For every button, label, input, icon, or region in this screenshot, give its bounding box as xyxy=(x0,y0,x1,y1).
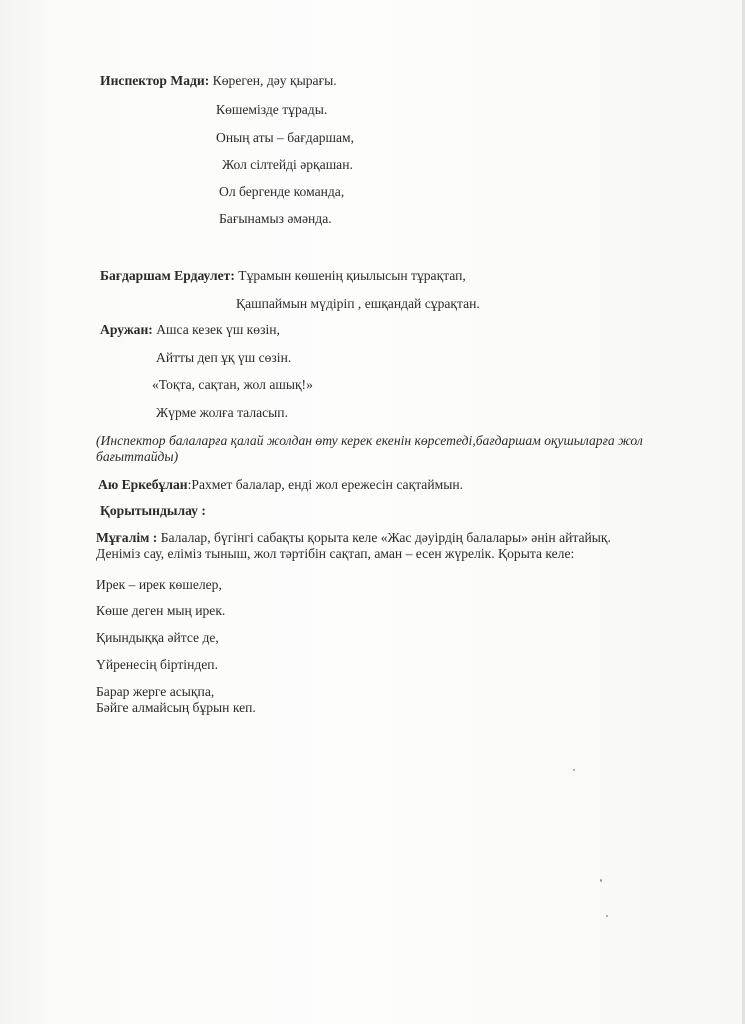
verse-line: Айтты деп ұқ үш сөзін. xyxy=(156,350,292,365)
verse-line: Ол бергенде команда, xyxy=(219,184,345,199)
verse-line: Бағынамыз әмәнда. xyxy=(219,211,332,226)
scan-speck xyxy=(606,915,608,917)
verse-line: Оның аты – бағдаршам, xyxy=(216,130,355,145)
verse-line: Жол сілтейді әрқашан. xyxy=(222,157,353,172)
speech-text: Көреген, дәу қырағы. xyxy=(212,73,337,88)
verse-line: Үйренесің біртіндеп. xyxy=(96,657,218,672)
verse-line: Қашпаймын мүдіріп , ешқандай сұрақтан. xyxy=(236,296,480,311)
section-heading: Қорытындылау : xyxy=(100,503,206,518)
scan-speck xyxy=(573,769,575,771)
speech-line xyxy=(100,73,337,89)
speech-text: Деніміз сау, еліміз тыныш, жол тәртібін сақтап, аман – есен жүрелік. Қорыта келе: xyxy=(96,546,575,561)
speech-text: Тұрамын көшенің қиылысын тұрақтап, xyxy=(238,268,466,283)
speech-text: Балалар, бүгінгі сабақты қорыта келе «Жас дәуірдің балалары» әнін айтайық. xyxy=(160,530,611,545)
speech-line xyxy=(100,322,280,338)
verse-line: Ирек – ирек көшелер, xyxy=(96,577,222,592)
verse-line: Жүрме жолға таласып. xyxy=(156,405,288,420)
stage-direction: (Инспектор балаларға қалай жолдан өту керек екенін көрсетеді,бағдаршам оқушыларға жол бағыттайды) xyxy=(96,433,643,464)
speech-text: :Рахмет балалар, енді жол ережесін сақтаймын. xyxy=(187,477,464,492)
verse-line: Бәйге алмайсың бұрын кеп. xyxy=(96,700,256,715)
speech-text: Ашса кезек үш көзін, xyxy=(156,322,280,337)
verse-line: «Тоқта, сақтан, жол ашық!» xyxy=(152,377,313,392)
scan-speck xyxy=(600,879,602,882)
speaker-name: Аю Еркебұлан xyxy=(98,477,188,492)
verse-line: Қиындыққа әйтсе де, xyxy=(96,630,219,645)
speaker-name: Аружан: xyxy=(100,322,157,337)
speech-line xyxy=(100,268,466,284)
verse-line: Көше деген мың ирек. xyxy=(96,603,226,618)
verse-line: Барар жерге асықпа, xyxy=(96,684,215,699)
speaker-name: Мұғалім : xyxy=(96,530,161,545)
speech-paragraph xyxy=(96,530,696,562)
speaker-name: Инспектор Мади: xyxy=(100,73,213,88)
speaker-name: Бағдаршам Ердаулет: xyxy=(100,268,239,283)
verse-line: Көшемізде тұрады. xyxy=(216,102,328,117)
speech-line xyxy=(98,477,463,493)
